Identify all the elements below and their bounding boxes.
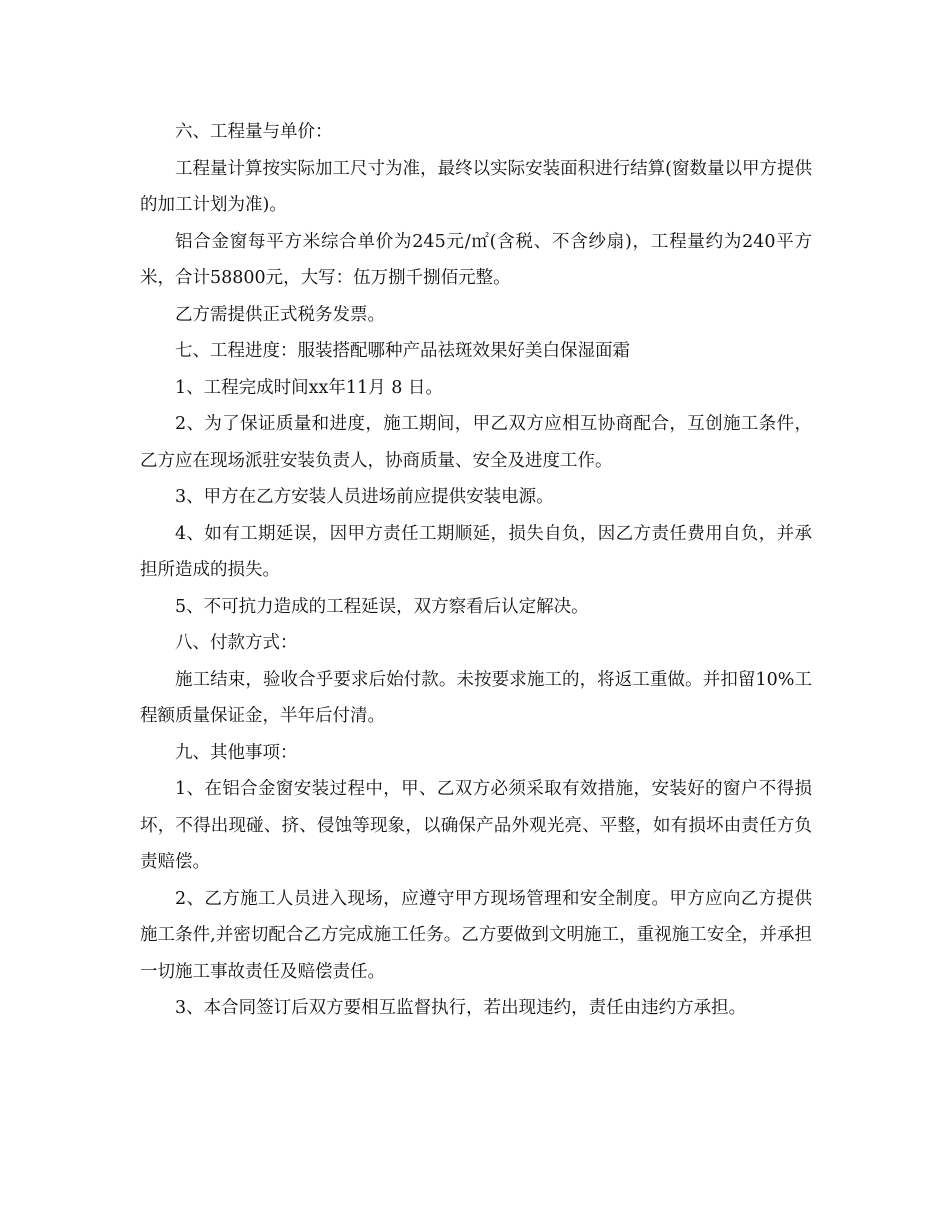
paragraph-other-3: 3、本合同签订后双方要相互监督执行，若出现违约，责任由违约方承担。 [175, 998, 747, 1018]
paragraph-other-2: 2、乙方施工人员进入现场，应遵守甲方现场管理和安全制度。甲方应向乙方提供施工条件,并密切配合乙方完成施工任务。乙方要做到文明施工，重视施工安全，并承担一切施工事故责任及赔偿责任。 [140, 888, 812, 982]
paragraph-progress-2: 2、为了保证质量和进度，施工期间，甲乙双方应相互协商配合，互创施工条件，乙方应在现场派驻安装负责人，协商质量、安全及进度工作。 [140, 414, 812, 471]
paragraph-unit-price: 铝合金窗每平方米综合单价为245元/㎡(含税、不含纱扇)，工程量约为240平方米，合计58800元，大写：伍万捌千捌佰元整。 [140, 231, 812, 288]
paragraph-quantity-calculation: 工程量计算按实际加工尺寸为准，最终以实际安装面积进行结算(窗数量以甲方提供的加工计划为准)。 [140, 158, 812, 215]
paragraph-progress-5: 5、不可抗力造成的工程延误，双方察看后认定解决。 [175, 596, 589, 617]
paragraph-progress-3: 3、甲方在乙方安装人员进场前应提供安装电源。 [175, 487, 554, 507]
section-heading-payment: 八、付款方式： [175, 633, 298, 653]
paragraph-progress-4: 4、如有工期延误，因甲方责任工期顺延，损失自负，因乙方责任费用自负，并承担所造成的损失。 [140, 523, 812, 580]
section-heading-quantity-price: 六、工程量与单价： [175, 122, 333, 142]
section-heading-progress: 七、工程进度：服装搭配哪种产品祛斑效果好美白保湿面霜 [175, 341, 630, 361]
paragraph-other-1: 1、在铝合金窗安装过程中，甲、乙双方必须采取有效措施，安装好的窗户不得损坏，不得出现碰、挤、侵蚀等现象，以确保产品外观光亮、平整，如有损坏由责任方负责赔偿。 [140, 779, 812, 872]
paragraph-progress-1: 1、工程完成时间xx年11月 8 日。 [175, 377, 443, 398]
paragraph-payment: 施工结束，验收合乎要求后始付款。未按要求施工的，将返工重做。并扣留10%工程额质量保证金，半年后付清。 [140, 669, 812, 726]
section-heading-other: 九、其他事项： [175, 742, 298, 763]
document-body [140, 114, 812, 1027]
paragraph-invoice: 乙方需提供正式税务发票。 [175, 304, 385, 325]
